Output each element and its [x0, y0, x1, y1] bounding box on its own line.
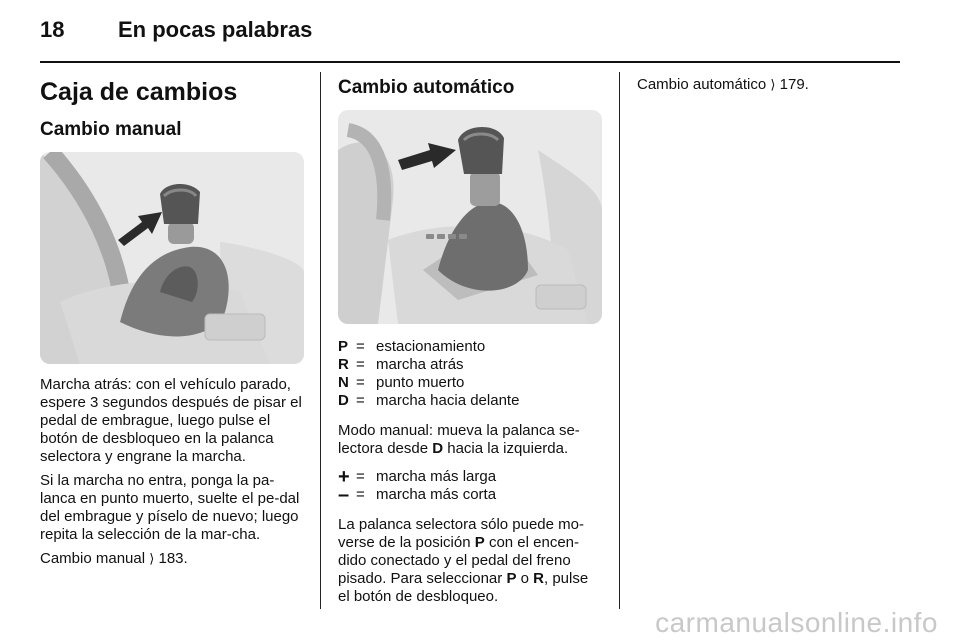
column-divider-1: [320, 72, 321, 609]
manual-mode-paragraph: [338, 422, 602, 458]
legend-equals: =: [356, 392, 365, 409]
column-manual: [40, 70, 304, 569]
automatic-ref-text: Cambio automático: [637, 76, 767, 93]
manual-ref-page: 183.: [158, 550, 188, 567]
watermark: carmanualsonline.info: [655, 607, 938, 638]
selector-key-r: R: [533, 570, 544, 587]
automatic-title: Cambio automático: [338, 77, 515, 98]
manual-ref-text: Cambio manual: [40, 550, 146, 567]
selector-paragraph: [338, 516, 602, 606]
manual-gearshift-illustration: [40, 152, 304, 364]
legend-row-r: [338, 356, 602, 374]
column-divider-2: [619, 72, 620, 609]
selector-text-2: con el encen-dido conectado y el pedal del freno pisado. Para seleccionar: [338, 534, 579, 587]
legend-row-n: [338, 374, 602, 392]
legend-text: marcha atrás: [376, 356, 464, 373]
legend-equals: =: [356, 486, 365, 503]
selector-text-or: o: [520, 570, 529, 587]
manual-paragraph-2: Si la marcha no entra, ponga la pa-lanca en punto muerto, suelte el pe-dal del embrague y píselo de nuevo; luego repita la selección de la mar-cha.: [40, 472, 300, 543]
manual-reference: [40, 550, 304, 569]
legend-key: D: [338, 392, 349, 409]
legend-text: marcha hacia delante: [376, 392, 520, 409]
chapter-title: En pocas palabras: [118, 17, 313, 42]
selector-key-p: P: [474, 534, 485, 551]
column-reference: [637, 70, 901, 95]
minus-icon: –: [338, 484, 350, 506]
automatic-ref-page: 179.: [779, 76, 809, 93]
legend-equals: =: [356, 338, 365, 355]
legend-key: P: [338, 338, 349, 355]
manual-mode-text: Modo manual: mueva la palanca se-lectora desde: [338, 422, 580, 457]
legend-key: R: [338, 356, 349, 373]
page-number: 18: [40, 17, 65, 42]
legend-row-d: [338, 392, 602, 410]
legend-row-p: [338, 338, 602, 356]
manual-mode-text-end: hacia la izquierda.: [447, 440, 569, 457]
automatic-selector-illustration: [338, 110, 602, 324]
header-rule: [40, 61, 900, 63]
legend-text: marcha más corta: [376, 486, 497, 503]
shift-legend: [338, 468, 602, 504]
legend-text: punto muerto: [376, 374, 465, 391]
shift-row-down: [338, 486, 602, 504]
legend-text: marcha más larga: [376, 468, 497, 485]
selector-text: La palanca selectora sólo puede mo-verse de la posición: [338, 516, 584, 551]
reference-arrow-icon: ⟩: [149, 552, 155, 567]
legend-equals: =: [356, 356, 365, 373]
reference-arrow-icon: ⟩: [770, 78, 776, 93]
selector-key-p2: P: [506, 570, 517, 587]
column-automatic: [338, 70, 602, 606]
plus-icon: +: [338, 466, 350, 488]
page-header: [40, 17, 900, 63]
manual-title: Cambio manual: [40, 119, 182, 140]
selector-text-3: , pulse el botón de desbloqueo.: [338, 570, 589, 605]
legend-equals: =: [356, 468, 365, 485]
legend-equals: =: [356, 374, 365, 391]
legend-key: N: [338, 374, 349, 391]
legend-text: estacionamiento: [376, 338, 486, 355]
shift-row-up: [338, 468, 602, 486]
automatic-reference: [637, 76, 901, 95]
manual-paragraph-1: Marcha atrás: con el vehículo parado, espere 3 segundos después de pisar el pedal de embrague, luego pulse el botón de desbloqueo en la palanca selectora y engrane la marcha.: [40, 376, 302, 465]
section-title: Caja de cambios: [40, 78, 238, 106]
selector-positions-legend: [338, 338, 602, 410]
manual-mode-key: D: [432, 440, 444, 457]
